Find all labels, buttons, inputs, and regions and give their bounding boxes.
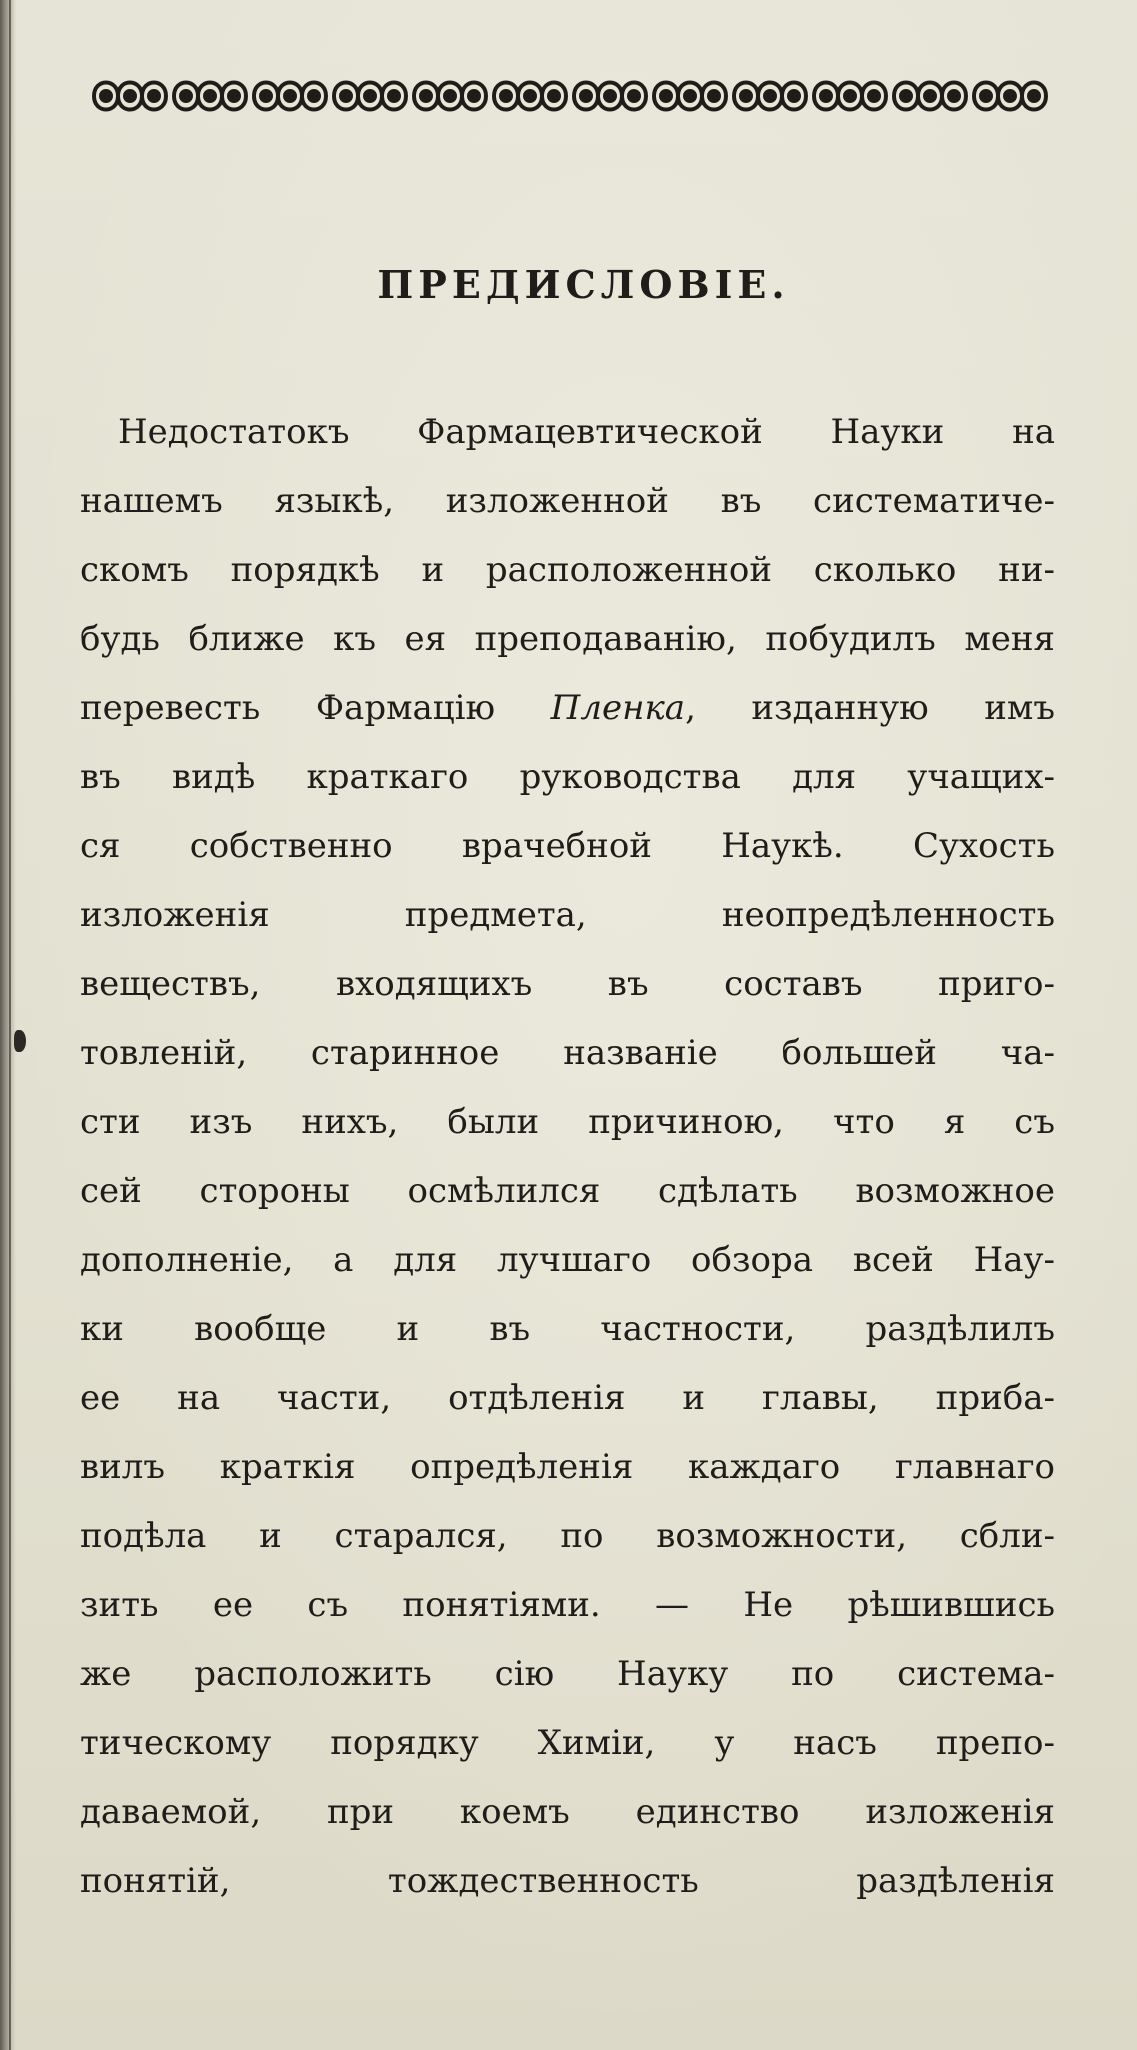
text-line: ся собственно врачебной Наукѣ. Сухость [80,826,1055,866]
text-line: веществъ, входящихъ въ составъ приго- [80,964,1055,1004]
text-line: даваемой, при коемъ единство изложенія [80,1792,1055,1832]
decorative-headpiece-ornament [88,66,1048,126]
text-line: вилъ краткія опредѣленія каждаго главнаго [80,1447,1055,1487]
text-line: сти изъ нихъ, были причиною, что я съ [80,1102,1055,1142]
page-heading: ПРЕДИСЛОВІЕ. [377,262,790,307]
text-line: тическому порядку Химіи, у насъ препо- [80,1723,1055,1763]
text-segment: перевесть Фармацію [80,688,551,728]
book-spine-shadow [0,0,16,2050]
bookmark-tab [14,1030,26,1052]
preface-text [80,398,1055,1916]
text-segment: , изданную имъ [685,688,1055,728]
text-line: нашемъ языкѣ, изложенной въ систематиче- [80,481,1055,521]
book-spine-edge [9,0,11,2050]
text-line: зить ее съ понятіями. — Не рѣшившись [80,1585,1055,1625]
text-line: въ видѣ краткаго руководства для учащих- [80,757,1055,797]
text-line: дополненіе, а для лучшаго обзора всей Нау- [80,1240,1055,1280]
text-line: будь ближе къ ея преподаванію, побудилъ меня [80,619,1055,659]
text-line: понятій, тождественность раздѣленія [80,1861,1055,1901]
text-line: Недостатокъ Фармацевтической Науки на [118,412,1055,452]
text-line [80,674,1055,743]
text-line: товленій, старинное названіе большей ча- [80,1033,1055,1073]
text-line: ее на части, отдѣленія и главы, приба- [80,1378,1055,1418]
text-line: же расположить сію Науку по система- [80,1654,1055,1694]
text-line: подѣла и старался, по возможности, сбли- [80,1516,1055,1556]
author-name-italic: Пленка [550,688,686,728]
text-line: изложенія предмета, неопредѣленность [80,895,1055,935]
text-line: скомъ порядкѣ и расположенной сколько ни- [80,550,1055,590]
text-line: сей стороны осмѣлился сдѣлать возможное [80,1171,1055,1211]
text-line: ки вообще и въ частности, раздѣлилъ [80,1309,1055,1349]
